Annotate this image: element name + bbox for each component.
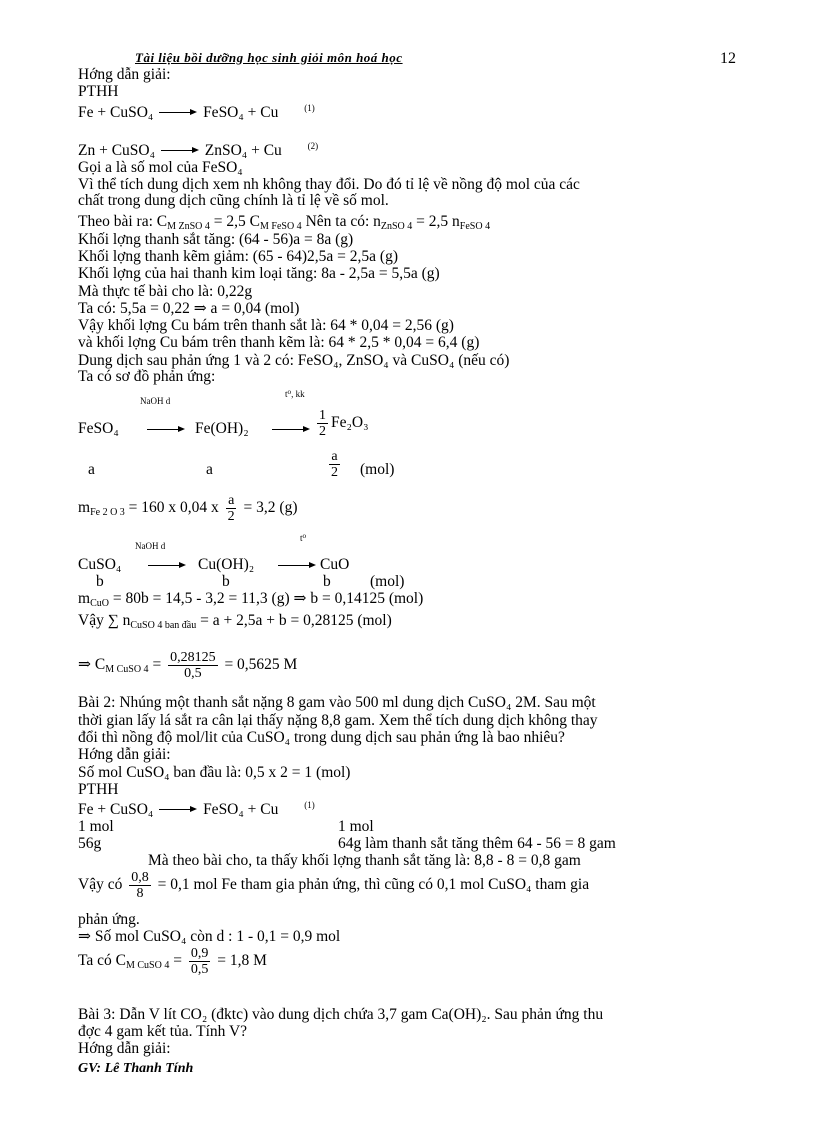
reagent-label: NaOH d bbox=[135, 541, 166, 551]
formula: CuSO₄ bbox=[78, 556, 122, 573]
concentration-result bbox=[78, 650, 297, 681]
reaction-2-right: ZnSO₄ + Cu bbox=[204, 142, 282, 159]
text-fragment: Vậy ∑ n bbox=[78, 612, 131, 629]
text-fragment: = 80b = 14,5 - 3,2 = 11,3 (g) ⇒ b = 0,14125 (mol) bbox=[108, 590, 424, 607]
text-fragment: Theo bài ra: C bbox=[78, 213, 168, 230]
header-title: Tài liệu bồi dưỡng học sinh giỏi môn hoá học bbox=[135, 50, 403, 65]
mole-value: b bbox=[323, 573, 331, 590]
arrow-icon bbox=[159, 112, 197, 114]
text-line: Ta có: 5,5a = 0,22 ⇒ a = 0,04 (mol) bbox=[78, 300, 300, 317]
text-fragment: = bbox=[148, 656, 166, 674]
arrow-icon bbox=[161, 150, 199, 152]
arrow-icon bbox=[145, 421, 187, 439]
formula: Fe₂O₃ bbox=[331, 414, 369, 432]
text-fragment: = a + 2,5a + b = 0,28125 (mol) bbox=[196, 612, 392, 629]
text-line: Mà theo bài cho, ta thấy khối lợng thanh sắt tăng là: 8,8 - 8 = 0,8 gam bbox=[148, 852, 581, 869]
problem-2-text: thời gian lấy lá sắt ra cân lại thấy nặng 8,8 gam. Xem thể tích dung dịch không thay bbox=[78, 712, 598, 729]
pthh-label: PTHH bbox=[78, 781, 119, 798]
mole-value: 1 mol bbox=[338, 818, 374, 835]
text-line: và khối lợng Cu bám trên thanh kẽm là: 64 * 2,5 * 0,04 = 6,4 (g) bbox=[78, 334, 480, 351]
text-fragment: = 2,5 C bbox=[209, 213, 260, 230]
fraction-numerator: 0,8 bbox=[131, 870, 149, 885]
fraction-numerator: 1 bbox=[319, 408, 326, 423]
arrow-icon bbox=[159, 809, 197, 811]
fraction-numerator: 0,9 bbox=[190, 946, 209, 961]
footer-author: GV: Lê Thanh Tính bbox=[78, 1061, 194, 1076]
pthh-label: PTHH bbox=[78, 83, 119, 100]
reaction-2 bbox=[78, 141, 318, 160]
reaction-number: (1) bbox=[304, 800, 315, 810]
text-fragment: = 3,2 (g) bbox=[239, 499, 298, 517]
reaction-1 bbox=[78, 103, 315, 122]
fraction-denominator: 0,5 bbox=[190, 962, 209, 977]
text-line: phản ứng. bbox=[78, 911, 140, 928]
text-line: Khối lợng thanh kẽm giảm: (65 - 64)2,5a = 2,5a (g) bbox=[78, 248, 398, 265]
reaction-2-number: (2) bbox=[307, 141, 319, 151]
problem-2-text: đổi thì nồng độ mol/lit của CuSO₄ trong dung dịch sau phản ứng là bao nhiêu? bbox=[78, 729, 565, 746]
formula: Cu(OH)₂ bbox=[198, 556, 255, 573]
guide-heading: Hớng dẫn giải: bbox=[78, 1040, 171, 1057]
problem-3-text: Bài 3: Dẫn V lít CO₂ (đktc) vào dung dịch chứa 3,7 gam Ca(OH)₂. Sau phản ứng thu bbox=[78, 1006, 604, 1023]
text-line: Ta có sơ đồ phản ứng: bbox=[78, 368, 216, 385]
guide-heading: Hớng dẫn giải: bbox=[78, 66, 171, 83]
mole-value: a bbox=[88, 461, 95, 478]
fraction-denominator: 2 bbox=[331, 465, 338, 480]
fraction-denominator: 8 bbox=[136, 886, 144, 901]
text-line: Mà thực tế bài cho là: 0,22g bbox=[78, 283, 253, 300]
text-fragment: Nên ta có: n bbox=[301, 213, 381, 230]
text-line: Khối lợng thanh sắt tăng: (64 - 56)a = 8a (g) bbox=[78, 231, 354, 248]
arrow-icon bbox=[270, 421, 312, 439]
subscript: M ZnSO 4 bbox=[167, 221, 210, 232]
text-fragment: ⇒ C bbox=[78, 656, 106, 674]
unit-label: (mol) bbox=[360, 461, 395, 478]
subscript: CuO bbox=[90, 598, 109, 609]
text-line: ⇒ Số mol CuSO₄ còn d : 1 - 0,1 = 0,9 mol bbox=[78, 928, 341, 945]
text-line: Dung dịch sau phản ứng 1 và 2 có: FeSO₄, ZnSO₄ và CuSO₄ (nếu có) bbox=[78, 352, 510, 369]
fraction-numerator: a bbox=[331, 449, 338, 464]
text-fragment: Vậy có bbox=[78, 876, 127, 894]
condition-label: t⁰, kk bbox=[285, 389, 305, 399]
problem-2-text: Bài 2: Nhúng một thanh sắt nặng 8 gam vào 500 ml dung dịch CuSO₄ 2M. Sau một bbox=[78, 694, 596, 711]
problem-3-text: đợc 4 gam kết tủa. Tính V? bbox=[78, 1023, 248, 1040]
reaction-1-number: (1) bbox=[304, 103, 315, 113]
mass-value: 56g bbox=[78, 835, 102, 852]
coefficient bbox=[314, 408, 369, 439]
text-line: Gọi a là số mol của FeSO₄ bbox=[78, 159, 243, 176]
page-number: 12 bbox=[720, 50, 736, 67]
concentration-result bbox=[78, 946, 267, 977]
formula: CuO bbox=[320, 556, 350, 573]
fraction-denominator: 2 bbox=[319, 424, 326, 439]
total-moles bbox=[78, 612, 392, 634]
text-fragment: = 0,5625 M bbox=[220, 656, 298, 674]
subscript: ZnSO 4 bbox=[380, 221, 413, 232]
guide-heading: Hớng dẫn giải: bbox=[78, 746, 171, 763]
formula: FeSO₄ bbox=[78, 420, 119, 437]
text-line: Số mol CuSO₄ ban đầu là: 0,5 x 2 = 1 (mol) bbox=[78, 764, 351, 781]
reaction-1-right: FeSO₄ + Cu bbox=[203, 104, 279, 121]
subscript: FeSO 4 bbox=[459, 221, 491, 232]
subscript: M CuSO 4 bbox=[105, 664, 149, 676]
reaction-1-left: Fe + CuSO₄ bbox=[78, 104, 154, 121]
text-line: Vậy khối lợng Cu bám trên thanh sắt là: 64 * 0,04 = 2,56 (g) bbox=[78, 317, 454, 334]
text-line: chất trong dung dịch cũng chính là tỉ lệ về số mol. bbox=[78, 192, 389, 209]
mass-value: 64g làm thanh sắt tăng thêm 64 - 56 = 8 gam bbox=[338, 835, 616, 852]
unit-label: (mol) bbox=[370, 573, 405, 590]
mole-value: a bbox=[206, 461, 213, 478]
mass-fe2o3 bbox=[78, 493, 298, 524]
condition-label: t⁰ bbox=[300, 533, 307, 543]
mole-value: 1 mol bbox=[78, 818, 114, 835]
moles-reacted bbox=[78, 870, 589, 901]
reaction-left: Fe + CuSO₄ bbox=[78, 801, 154, 818]
text-fragment: = bbox=[169, 952, 186, 970]
text-fragment: = 1,8 M bbox=[213, 952, 267, 970]
text-fragment: Ta có C bbox=[78, 952, 126, 970]
subscript: M CuSO 4 bbox=[125, 960, 170, 972]
fraction-denominator: 2 bbox=[227, 509, 235, 524]
text-fragment: = 160 x 0,04 x bbox=[124, 499, 223, 517]
mole-value: b bbox=[222, 573, 230, 590]
fraction-numerator: a bbox=[228, 493, 235, 508]
text-line: Khối lợng của hai thanh kim loại tăng: 8a - 2,5a = 5,5a (g) bbox=[78, 265, 440, 282]
reagent-label: NaOH d bbox=[140, 396, 171, 406]
text-fragment: = 2,5 n bbox=[412, 213, 460, 230]
formula: Fe(OH)₂ bbox=[195, 420, 249, 437]
reaction-2-left: Zn + CuSO₄ bbox=[78, 142, 156, 159]
text-fragment: = 0,1 mol Fe tham gia phản ứng, thì cũng có 0,1 mol CuSO₄ tham gia bbox=[153, 876, 590, 894]
arrow-icon bbox=[146, 557, 188, 575]
arrow-icon bbox=[276, 557, 318, 575]
text-line: Vì thể tích dung dịch xem nh không thay đổi. Do đó tỉ lệ về nồng độ mol của các bbox=[78, 176, 580, 193]
reaction-right: FeSO₄ + Cu bbox=[203, 801, 279, 818]
reaction-bai2 bbox=[78, 800, 315, 819]
text-fragment: m bbox=[78, 590, 91, 607]
fraction-denominator: 0,5 bbox=[184, 666, 202, 681]
subscript: CuSO 4 ban đầu bbox=[130, 620, 197, 631]
mole-value bbox=[326, 449, 343, 480]
mole-value: b bbox=[96, 573, 104, 590]
fraction-numerator: 0,28125 bbox=[170, 650, 216, 665]
mass-cuo bbox=[78, 590, 423, 612]
text-fragment: m bbox=[78, 499, 91, 517]
subscript: M FeSO 4 bbox=[260, 221, 302, 232]
subscript: Fe 2 O 3 bbox=[90, 507, 125, 519]
